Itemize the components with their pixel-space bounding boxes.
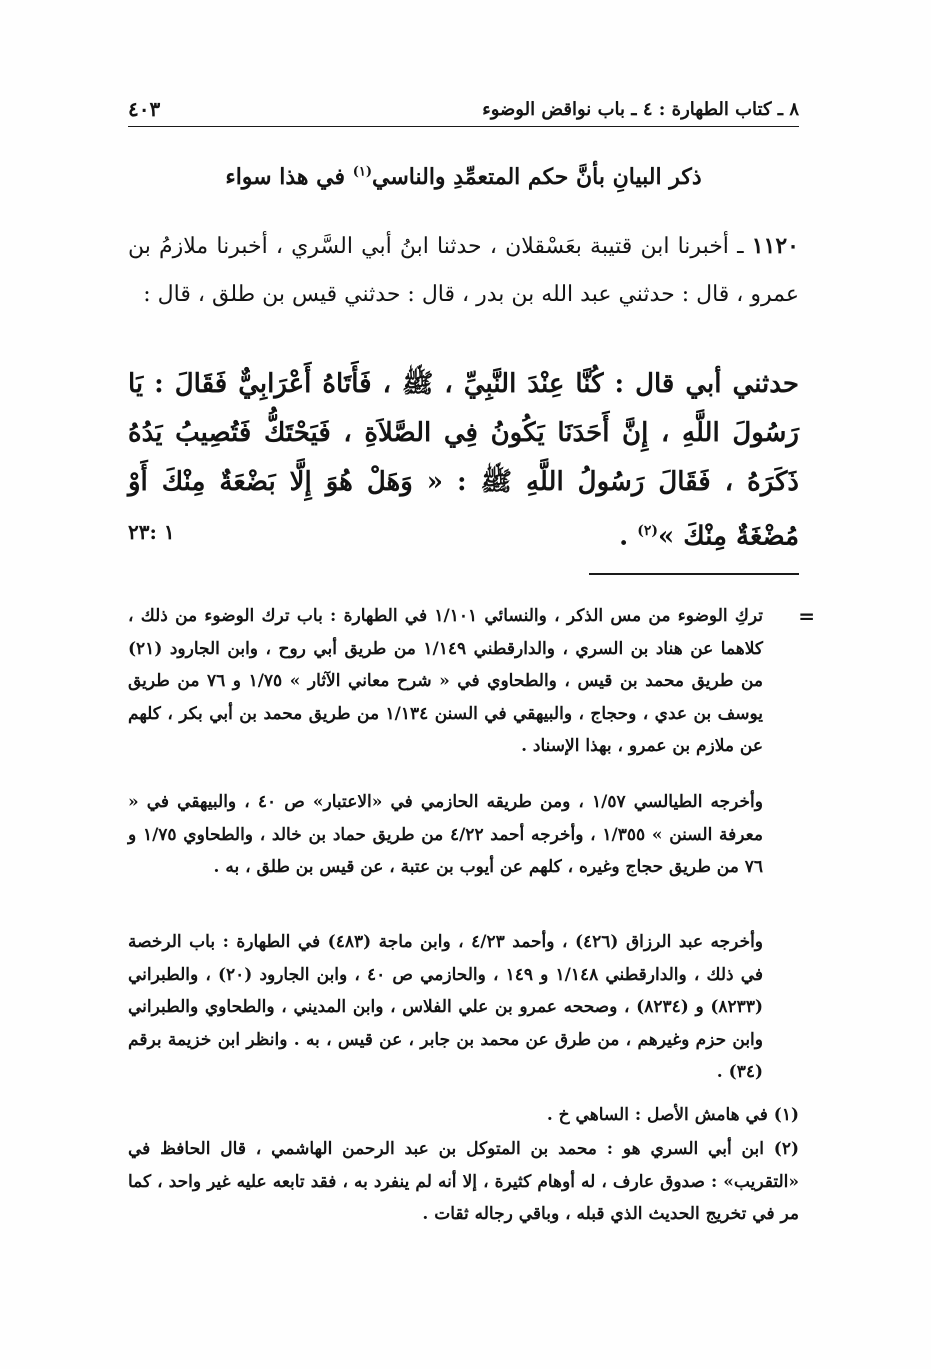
matn-end: . — [619, 521, 638, 552]
footnote-ref-1: (١) — [352, 164, 372, 180]
hadith-isnad — [128, 222, 799, 319]
isnad-text: ـ أخبرنا ابن قتيبة بعَسْقلان ، حدثنا ابنُ أبي السَّري ، أخبرنا ملازمُ بن عمرو ، قال : حدثني عبد الله بن بدر ، قال : حدثني قيس بن طلق ، قال : — [128, 234, 799, 307]
footnote-1: (١) في هامش الأصل : الساهي خ . — [546, 1105, 799, 1125]
footnote-continued-paragraph: تركِ الوضوء من مس الذكر ، والنسائي ١/١٠١ في الطهارة : باب ترك الوضوء من ذلك ، كلاهما عن هناد بن السري ، والدارقطني ١/١٤٩ من طريق أبي روح ، وابن الجارود (٢١) من طريق محمد بن قيس ، والطحاوي في « شرح معاني الآثار » ١/٧٥ و ٧٦ من طريق يوسف بن عدي ، وحجاج ، والبيهقي في السنن ١/١٣٤ من طريق محمد بن أبي بكر ، كلهم عن ملازم بن عمرو ، بهذا الإسناد . — [128, 606, 764, 756]
footnote-paragraph-tayalisi: وأخرجه الطيالسي ١/٥٧ ، ومن طريقه الحازمي في «الاعتبار» ص ٤٠ ، والبيهقي في « معرفة السنن » ١/٣٥٥ ، وأخرجه أحمد ٤/٢٢ من طريق حماد بن خالد ، والطحاوي ١/٧٥ و ٧٦ من طريق حجاج وغيره ، كلهم عن أيوب بن عتبة ، عن قيس بن طلق ، به . — [128, 792, 763, 877]
running-header — [128, 92, 799, 127]
hadith-number: ١١٢٠ — [751, 233, 799, 259]
page-number: ٤٠٣ — [128, 97, 161, 121]
matn-text: حدثني أبي قال : كُنَّا عِنْدَ النَّبِيِّ ، ﷺ ، فَأَتَاهُ أَعْرَابِيٌّ فَقَالَ : يَا رَسُولَ اللَّهِ ، إِنَّ أَحَدَنَا يَكُونُ فِي الصَّلاَةِ ، فَيَحْتَكُّ فَتُصِيبُ يَدُهُ ذَكَرَهُ ، فَقَالَ رَسُولُ اللَّهِ ﷺ : « وَهَلْ هُوَ إِلَّا بَضْعَةٌ مِنْكَ أَوْ مُضْغَةٌ مِنْكَ » — [128, 369, 799, 552]
footnote-ref-2: (٢) — [637, 523, 658, 539]
section-title-end: في هذا سواء — [225, 164, 353, 190]
footnote-continuation-mark: = — [798, 604, 815, 628]
footnote-divider — [589, 573, 799, 575]
hadith-matn — [128, 360, 799, 562]
chapter-title: ٨ ـ كتاب الطهارة : ٤ ـ باب نواقض الوضوء — [482, 98, 799, 120]
cross-reference: ١ :٢٣ — [128, 520, 175, 544]
section-title-text: ذكر البيانِ بأنَّ حكم المتعمِّدِ والناسي — [372, 164, 702, 190]
section-title — [128, 164, 799, 190]
footnote-paragraph-abdurrazzaq: وأخرجه عبد الرزاق (٤٢٦) ، وأحمد ٤/٢٣ ، وابن ماجة (٤٨٣) في الطهارة : باب الرخصة في ذلك ، والدارقطني ١/١٤٨ و ١٤٩ ، والحازمي ص ٤٠ ، وابن الجارود (٢٠) ، والطبراني (٨٢٣٣) و (٨٢٣٤) ، وصححه عمرو بن علي الفلاس ، وابن المديني ، والطحاوي والطبراني وابن حزم وغيرهم ، من طرق عن محمد بن جابر ، عن قيس ، به . وانظر ابن خزيمة برقم (٣٤) . — [128, 932, 764, 1082]
footnote-2: (٢) ابن أبي السري هو : محمد بن المتوكل بن عبد الرحمن الهاشمي ، قال الحافظ في «التقريب» : صدوق عارف ، له أوهام كثيرة ، إلا أنه لم ينفرد به ، فقد تابعه عليه غير واحد ، كما مر في تخريج الحديث الذي قبله ، وباقي رجاله ثقات . — [128, 1139, 799, 1224]
